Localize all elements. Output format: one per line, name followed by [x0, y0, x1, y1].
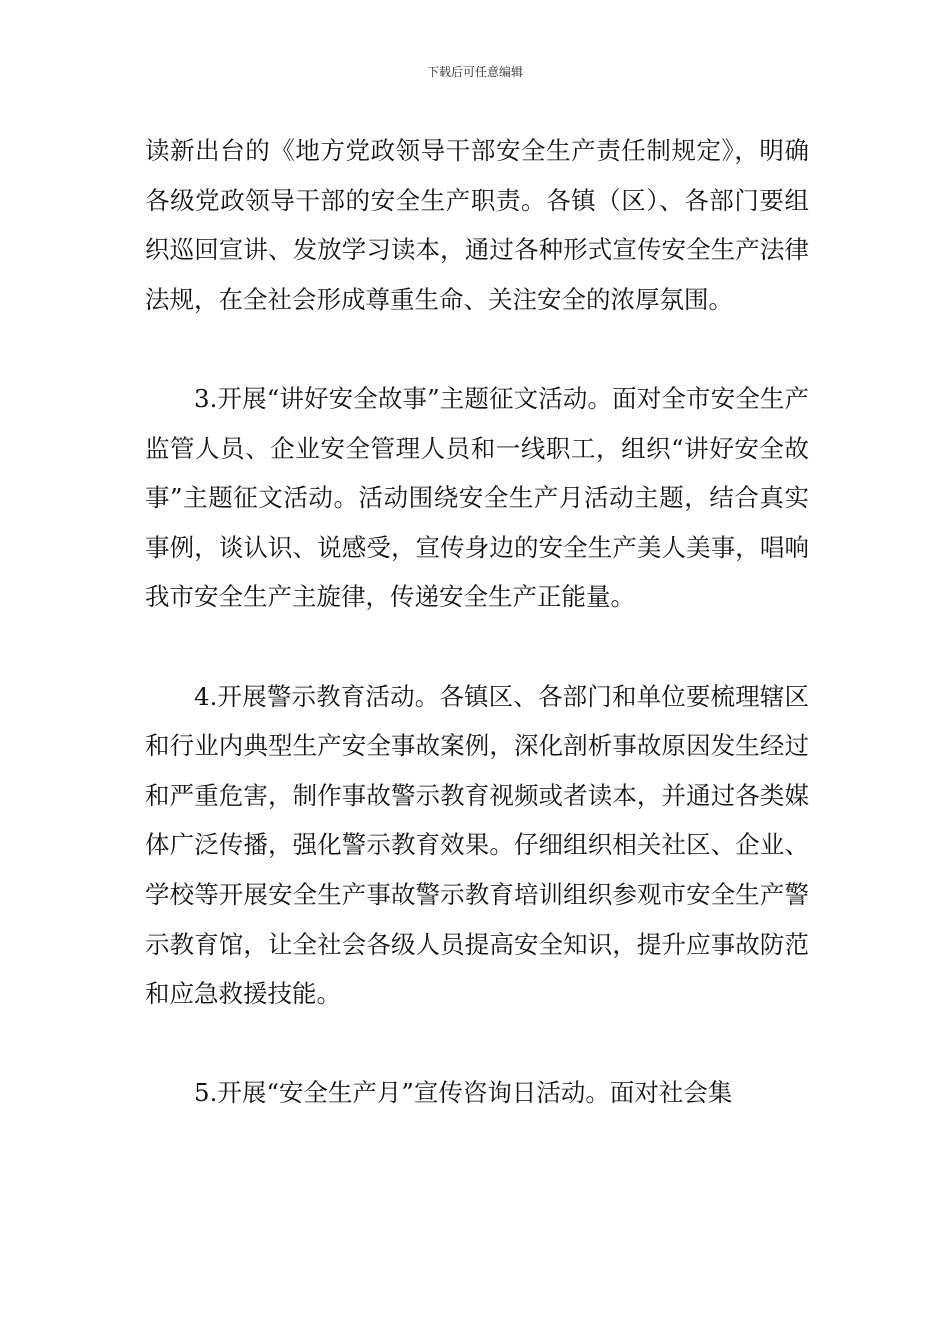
paragraph-4: 5.开展“安全生产月”宣传咨询日活动。面对社会集	[194, 1078, 733, 1108]
paragraph-1: 读新出台的《地方党政领导干部安全生产责任制规定》，明确各级党政领导干部的安全生产职责。各镇（区）、各部门要组织巡回宣讲、发放学习读本，通过各种形式宣传安全生产法律法规，在全社会形成尊重生命、关注安全的浓厚氛围。	[145, 136, 809, 314]
document-body	[145, 126, 809, 1118]
page-header: 下载后可任意编辑	[426, 65, 523, 79]
paragraph-2: 3.开展“讲好安全故事”主题征文活动。面对全市安全生产监管人员、企业安全管理人员和一线职工，组织“讲好安全故事”主题征文活动。活动围绕安全生产月活动主题，结合真实事例，谈认识、说感受，宣传身边的安全生产美人美事，唱响我市安全生产主旋律，传递安全生产正能量。	[145, 383, 809, 612]
paragraph-3: 4.开展警示教育活动。各镇区、各部门和单位要梳理辖区和行业内典型生产安全事故案例，深化剖析事故原因发生经过和严重危害，制作事故警示教育视频或者读本，并通过各类媒体广泛传播，强化警示教育效果。仔细组织相关社区、企业、学校等开展安全生产事故警示教育培训组织参观市安全生产警示教育馆，让全社会各级人员提高安全知识，提升应事故防范和应急救援技能。	[145, 681, 809, 1009]
